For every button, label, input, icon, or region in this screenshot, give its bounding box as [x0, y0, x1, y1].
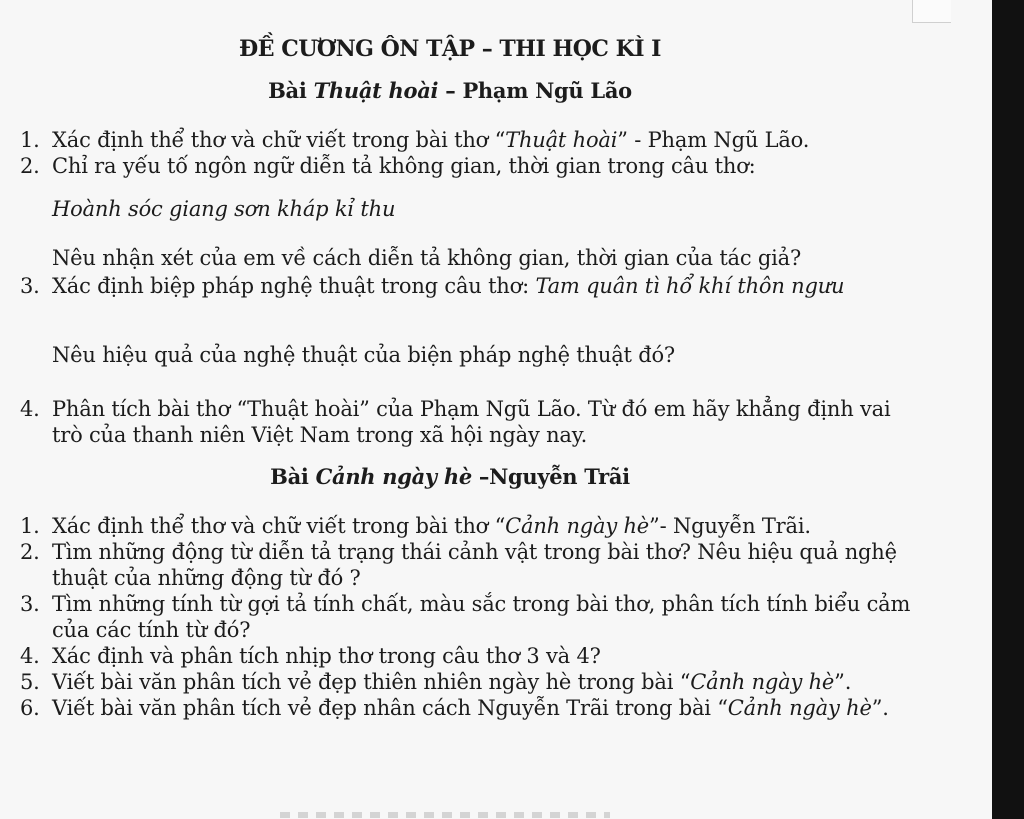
section2-heading-title: Cảnh ngày hè — [315, 464, 472, 489]
document-title: ĐỀ CƯƠNG ÔN TẬP – THI HỌC KÌ I — [239, 36, 661, 62]
section1-heading-title: Thuật hoài — [313, 78, 439, 103]
list-item — [20, 539, 920, 591]
item-text: Tìm những tính từ gợi tả tính chất, màu sắc trong bài thơ, phân tích tính biểu cảm của các tính từ đó? — [52, 592, 911, 642]
item-text-part: Xác định biệp pháp nghệ thuật trong câu thơ: — [52, 274, 536, 298]
item-text-part: Xác định thể thơ và chữ viết trong bài thơ “ — [52, 128, 506, 152]
item-text-italic: Cảnh ngày hè — [727, 696, 872, 720]
item-text — [52, 669, 920, 695]
section2-heading-suffix: –Nguyễn Trãi — [471, 464, 630, 489]
section1-list-a — [20, 127, 920, 179]
item-text-part: Viết bài văn phân tích vẻ đẹp thiên nhiên ngày hè trong bài “ — [52, 670, 691, 694]
section2-list — [20, 513, 920, 721]
item-text — [52, 695, 920, 721]
list-item — [20, 643, 920, 669]
section1-heading-suffix: – Phạm Ngũ Lão — [438, 78, 632, 103]
item-number: 3. — [20, 274, 40, 298]
item-text-part: ” - Phạm Ngũ Lão. — [617, 128, 810, 152]
item-text-part: Xác định thể thơ và chữ viết trong bài thơ “ — [52, 514, 506, 538]
list-item — [20, 669, 920, 695]
comment-line-1: Nêu nhận xét của em về cách diễn tả không gian, thời gian của tác giả? — [52, 246, 802, 270]
section2-heading — [0, 464, 900, 489]
list-item — [20, 695, 920, 721]
list-item — [20, 153, 920, 179]
item-text-italic: Cảnh ngày hè — [505, 514, 650, 538]
item-number: 6. — [20, 696, 40, 720]
quote-line-1: Hoành sóc giang sơn kháp kỉ thu — [52, 197, 396, 221]
section1-list-b — [20, 273, 920, 299]
section1-list-c — [20, 396, 920, 448]
list-item — [20, 513, 920, 539]
cut-off-text-line — [280, 812, 610, 818]
section1-heading-prefix: Bài — [268, 78, 314, 103]
item-text-part: ”. — [871, 696, 889, 720]
item-text: Xác định và phân tích nhịp thơ trong câu thơ 3 và 4? — [52, 644, 601, 668]
item-text-part: ”- Nguyễn Trãi. — [649, 514, 811, 538]
item-text — [52, 273, 920, 299]
section1-heading — [0, 78, 900, 103]
item-number: 2. — [20, 540, 40, 564]
item-text: Phân tích bài thơ “Thuật hoài” của Phạm Ngũ Lão. Từ đó em hãy khẳng định vai trò của thanh niên Việt Nam trong xã hội ngày nay. — [52, 397, 891, 447]
item-text — [52, 513, 920, 539]
item-text-italic: Tam quân tì hổ khí thôn ngưu — [535, 274, 845, 298]
comment-line-2: Nêu hiệu quả của nghệ thuật của biện pháp nghệ thuật đó? — [52, 343, 675, 367]
item-text-part: Viết bài văn phân tích vẻ đẹp nhân cách Nguyễn Trãi trong bài “ — [52, 696, 728, 720]
item-text-italic: Cảnh ngày hè — [690, 670, 835, 694]
item-number: 4. — [20, 644, 40, 668]
item-text-italic: Thuật hoài — [505, 128, 618, 152]
list-item — [20, 127, 920, 153]
item-text: Chỉ ra yếu tố ngôn ngữ diễn tả không gian, thời gian trong câu thơ: — [52, 154, 756, 178]
item-number: 5. — [20, 670, 40, 694]
page-corner-mark — [912, 0, 951, 23]
item-number: 1. — [20, 514, 40, 538]
item-text — [52, 127, 920, 153]
screen-edge-border — [992, 0, 1024, 819]
item-text: Tìm những động từ diễn tả trạng thái cảnh vật trong bài thơ? Nêu hiệu quả nghệ thuật của những động từ đó ? — [52, 540, 897, 590]
list-item — [20, 591, 920, 643]
item-number: 4. — [20, 397, 40, 421]
item-number: 1. — [20, 128, 40, 152]
item-text-part: ”. — [834, 670, 852, 694]
item-number: 2. — [20, 154, 40, 178]
list-item — [20, 273, 920, 299]
item-number: 3. — [20, 592, 40, 616]
section2-heading-prefix: Bài — [270, 464, 316, 489]
list-item — [20, 396, 920, 448]
